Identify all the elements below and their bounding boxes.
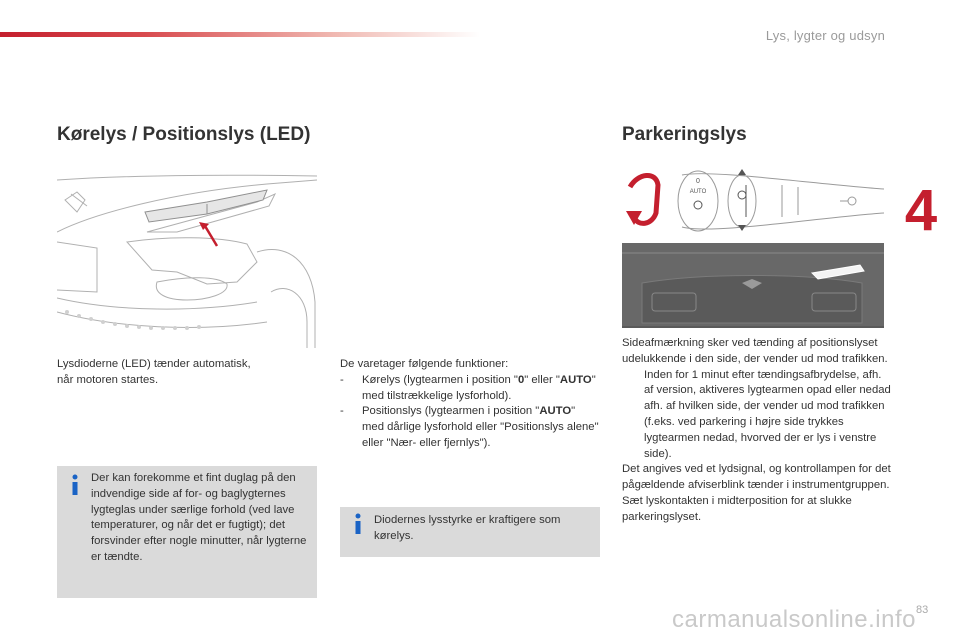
car-front-drawing [57, 172, 317, 348]
stalk-label-zero: 0 [696, 178, 700, 185]
info-icon [352, 513, 364, 535]
item-text: Positionslys (lygtearmen i position " [362, 405, 540, 418]
led-intro-line-1: Lysdioderne (LED) tænder automatisk, [57, 358, 251, 370]
function-item-position [340, 404, 600, 451]
section-title-parking-lights: Parkeringslys [622, 124, 747, 145]
parking-bullet [622, 368, 892, 463]
header-accent-bar [0, 32, 480, 37]
led-intro-text [57, 357, 297, 389]
item-text: " med dårlige lysforhold eller "Positionslys alene" eller "Nær- eller fjernlys"). [362, 405, 599, 449]
front-headlight-illustration [57, 172, 317, 348]
info-box-brightness [340, 507, 600, 557]
item-bold-text: AUTO [539, 405, 572, 418]
led-indicator-arrow [205, 226, 217, 246]
chapter-number: 4 [904, 178, 938, 243]
list-dash: - [340, 373, 344, 386]
item-bold-text: AUTO [559, 373, 592, 386]
info-icon [69, 474, 81, 496]
parking-bullet-text: Inden for 1 minut efter tændingsafbrydelse, afh. af version, aktiveres lygtearmen opad eller nedad afh. af hvilken side, der vender ud mod trafikken (f.eks. ved parkering i højre side trykkes lygtearmen nedad, hvorved der er lys i venstre side). [644, 368, 891, 460]
list-dash: - [340, 405, 344, 418]
parking-para-1: Sideafmærkning sker ved tænding af positionslyset udelukkende i den side, der vender ud mod trafikken. [622, 337, 888, 365]
info-text-condensation: Der kan forekomme et fint duglag på den indvendige side af for- og baglygternes lygteglas under særlige forhold (ved lave temperaturer, og når det er fugtigt); det forsvinder efter nogle minutter, når lygterne er tændte. [91, 472, 307, 563]
page-number: 83 [916, 604, 929, 616]
function-item-daytime [340, 373, 600, 405]
item-bold-text: 0 [517, 373, 525, 386]
rear-parking-light-illustration [622, 243, 884, 328]
car-rear-drawing [622, 243, 884, 328]
functions-intro: De varetager følgende funktioner: [340, 358, 509, 370]
item-text: " eller " [524, 373, 560, 386]
parking-lights-text [622, 336, 892, 526]
info-text-brightness: Diodernes lysstyrke er kraftigere som kørelys. [374, 514, 561, 542]
stalk-drawing [622, 165, 884, 240]
section-title-running-lights: Kørelys / Positionslys (LED) [57, 124, 311, 145]
parking-para-2: Det angives ved et lydsignal, og kontrollampen for det pågældende afviserblink tænder i instrumentgruppen. [622, 463, 891, 492]
item-text: Kørelys (lygtearmen i position " [362, 373, 518, 386]
led-functions-text [340, 357, 600, 452]
stalk-label-auto: AUTO [689, 189, 707, 195]
info-box-condensation [57, 466, 317, 598]
watermark: carmanualsonline.info [672, 606, 916, 633]
led-intro-line-2: når motoren startes. [57, 373, 159, 386]
chapter-title: Lys, lygter og udsyn [765, 28, 885, 43]
item-text: " med tilstrækkelige lysforhold). [362, 373, 596, 402]
parking-para-3: Sæt lyskontakten i midterposition for at slukke parkeringslyset. [622, 494, 852, 523]
light-stalk-illustration [622, 165, 884, 240]
